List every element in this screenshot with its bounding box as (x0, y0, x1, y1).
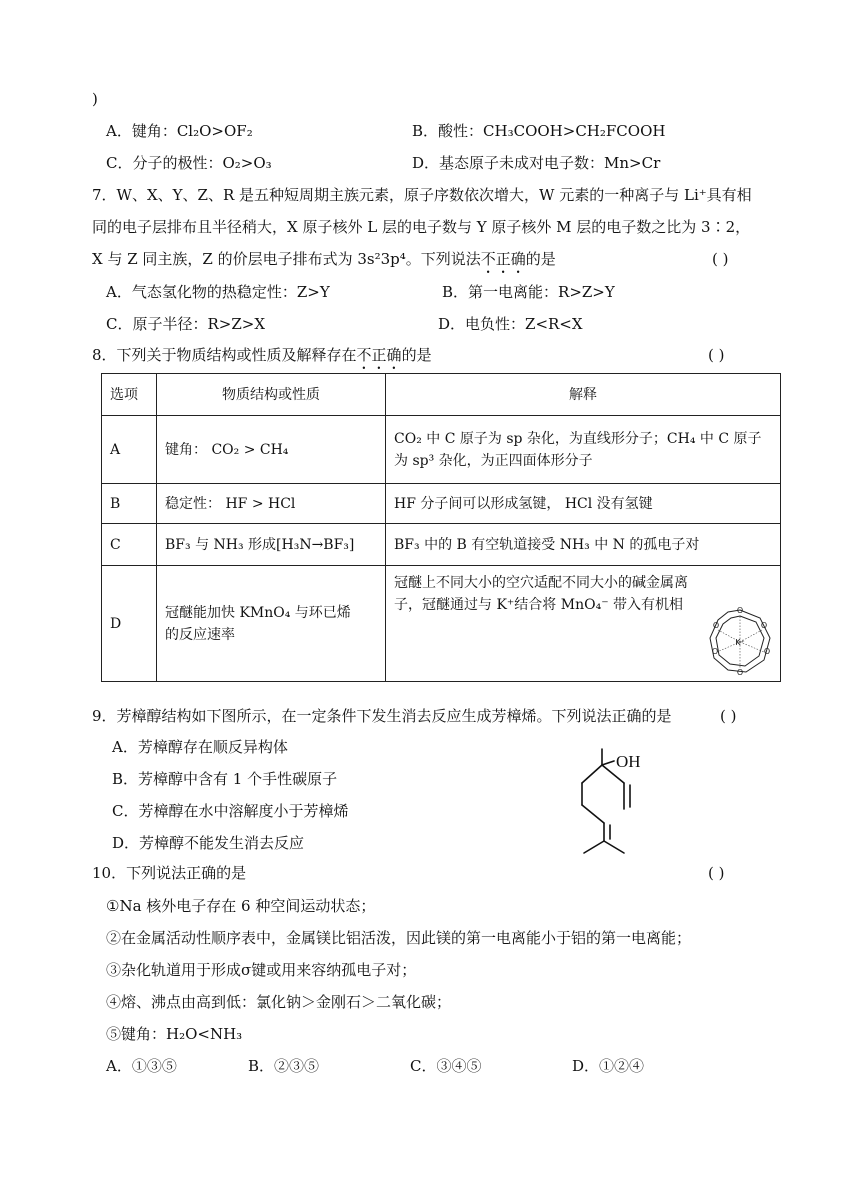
q8-row-option: C (102, 524, 157, 566)
crown-ether-structure (704, 604, 776, 678)
q8-table-row (102, 566, 781, 682)
hydroxyl-label: OH (616, 752, 641, 771)
linalool-structure (566, 745, 676, 857)
q8-row-option: D (102, 566, 157, 682)
q7-stem-line1: 7．W、X、Y、Z、R 是五种短周期主族元素，原子序数依次增大，W 元素的一种离子与 Li⁺具有相 (92, 186, 752, 204)
q10-statement-5: ⑤键角：H₂O<NH₃ (106, 1025, 243, 1043)
q9-option-c: C．芳樟醇在水中溶解度小于芳樟烯 (112, 802, 349, 820)
q10-statement-3: ③杂化轨道用于形成σ键或用来容纳孤电子对； (106, 961, 417, 979)
q9-option-b: B．芳樟醇中含有 1 个手性碳原子 (112, 770, 338, 788)
svg-text:O: O (736, 606, 744, 615)
svg-text:O: O (763, 647, 771, 656)
svg-text:O: O (736, 668, 744, 677)
q9-option-d: D．芳樟醇不能发生消去反应 (112, 834, 305, 852)
q8-table (101, 373, 781, 682)
crown-cation-label: K⁺ (735, 638, 745, 647)
q10-option-c: C．③④⑤ (410, 1057, 482, 1075)
q9-answer-paren: ( ) (720, 707, 737, 725)
q10-option-d: D．①②④ (572, 1057, 645, 1075)
q10-statement-4: ④熔、沸点由高到低：氯化钠＞金刚石＞二氧化碳； (106, 993, 452, 1011)
q7-option-a: A．气态氢化物的热稳定性：Z>Y (106, 283, 330, 301)
q6-option-b: B．酸性：CH₃COOH>CH₂FCOOH (412, 122, 666, 140)
q9-option-a: A．芳樟醇存在顺反异构体 (112, 738, 288, 756)
q8-header-explanation: 解释 (386, 374, 781, 416)
q7-answer-paren: ( ) (712, 250, 729, 268)
q8-row-property: 冠醚能加快 KMnO₄ 与环已烯的反应速率 (157, 566, 386, 682)
q8-stem-text: 8．下列关于物质结构或性质及解释存在 (92, 346, 357, 364)
q10-statement-1: ①Na 核外电子存在 6 种空间运动状态； (106, 897, 376, 915)
q8-row-explanation: HF 分子间可以形成氢键， HCl 没有氢键 (386, 484, 781, 524)
q6-option-a: A．键角：Cl₂O>OF₂ (106, 122, 253, 140)
q8-table-row (102, 484, 781, 524)
q7-option-c: C．原子半径：R>Z>X (106, 315, 266, 333)
q6-option-d: D．基态原子未成对电子数：Mn>Cr (412, 154, 661, 172)
q8-stem (92, 345, 432, 373)
q6-paren-tail: ) (92, 90, 98, 108)
q8-row-property: 键角： CO₂ > CH₄ (157, 416, 386, 484)
q8-emphasis: 不正确 (356, 346, 402, 364)
q10-option-b: B．②③⑤ (248, 1057, 320, 1075)
q8-row-explanation: CO₂ 中 C 原子为 sp 杂化，为直线形分子；CH₄ 中 C 原子为 sp³ 杂化，为正四面体形分子 (386, 416, 781, 484)
q10-answer-paren: ( ) (708, 864, 725, 882)
q8-table-header (102, 374, 781, 416)
q8-row-explanation: BF₃ 中的 B 有空轨道接受 NH₃ 中 N 的孤电子对 (386, 524, 781, 566)
q10-statement-2: ②在金属活动性顺序表中，金属镁比铝活泼，因此镁的第一电离能小于铝的第一电离能； (106, 929, 692, 947)
q7-option-b: B．第一电离能：R>Z>Y (442, 283, 615, 301)
q8-row-option: A (102, 416, 157, 484)
q9-stem: 9．芳樟醇结构如下图所示，在一定条件下发生消去反应生成芳樟烯。下列说法正确的是 (92, 707, 672, 725)
q8-table-row (102, 416, 781, 484)
q8-header-option: 选项 (102, 374, 157, 416)
q7-option-d: D．电负性：Z<R<X (438, 315, 583, 333)
svg-text:O: O (712, 621, 720, 630)
svg-text:O: O (711, 647, 719, 656)
q7-stem-end: 的是 (525, 250, 556, 268)
q8-row-option: B (102, 484, 157, 524)
q6-option-c: C．分子的极性：O₂>O₃ (106, 154, 272, 172)
q8-stem-end: 的是 (401, 346, 432, 364)
q7-stem-text: X 与 Z 同主族，Z 的价层电子排布式为 3s²3p⁴。下列说法 (92, 250, 481, 268)
q8-row-property: 稳定性： HF > HCl (157, 484, 386, 524)
q8-answer-paren: ( ) (708, 346, 725, 364)
q7-emphasis: 不正确 (480, 250, 526, 268)
q8-table-row (102, 524, 781, 566)
q7-stem-line3 (92, 249, 556, 277)
q7-stem-line2: 同的电子层排布且半径稍大，X 原子核外 L 层的电子数与 Y 原子核外 M 层的电子数之比为 3∶2， (92, 218, 751, 236)
svg-text:O: O (760, 621, 768, 630)
q8-row-property: BF₃ 与 NH₃ 形成[H₃N→BF₃] (157, 524, 386, 566)
q10-stem: 10．下列说法正确的是 (92, 864, 247, 882)
q8-row-explanation: 冠醚上不同大小的空穴适配不同大小的碱金属离子，冠醚通过与 K⁺结合将 MnO₄⁻ 带入有机相 (386, 566, 781, 682)
q8-header-property: 物质结构或性质 (157, 374, 386, 416)
q10-option-a: A．①③⑤ (106, 1057, 177, 1075)
